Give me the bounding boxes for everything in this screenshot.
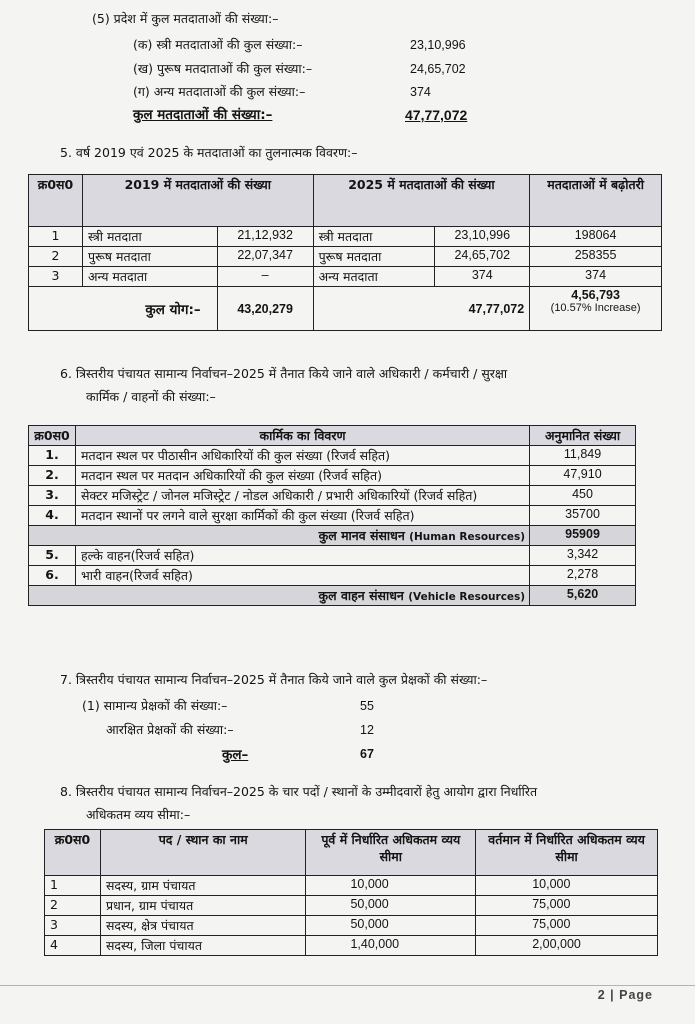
- s6-row6-desc: भारी वाहन(रिजर्व सहित): [75, 566, 529, 586]
- s5-heading: 5. वर्ष 2019 एवं 2025 के मतदाताओं का तुलनात्मक विवरण:–: [60, 145, 358, 160]
- s8-row3-sn: 3: [45, 916, 101, 936]
- s5-row1-type2019: स्त्री मतदाता: [82, 227, 217, 247]
- s8-heading-line1: 8. त्रिस्तरीय पंचायत सामान्य निर्वाचन–2025 के चार पदों / स्थानों के उम्मीदवारों हेतु आयोग द्वारा निर्धारित: [60, 784, 538, 799]
- s8-row4-old: 1,40,000: [306, 936, 476, 956]
- s5-row2-val2019: 22,07,347: [217, 247, 313, 267]
- s4-male-value: 24,65,702: [410, 62, 466, 76]
- s5-total-label: कुल योग:–: [29, 287, 218, 331]
- s4-other-value: 374: [410, 85, 431, 99]
- s8-row3-name: सदस्य, क्षेत्र पंचायत: [100, 916, 305, 936]
- s4-total-value: 47,77,072: [405, 107, 468, 123]
- s6-row3-desc: सेक्टर मजिस्ट्रेट / जोनल मजिस्ट्रेट / नोडल अधिकारी / प्रभारी अधिकारियों (रिजर्व सहित): [75, 486, 529, 506]
- table-row: [45, 896, 658, 916]
- s4-female-value: 23,10,996: [410, 38, 466, 52]
- s5-total-2025: 47,77,072: [313, 287, 530, 331]
- s6-row2-value: 47,910: [530, 466, 636, 486]
- s8-row3-new: 75,000: [476, 916, 658, 936]
- s5-row1-sn: 1: [29, 227, 83, 247]
- s7-reserved-value: 12: [360, 723, 374, 737]
- footer-divider: [0, 985, 695, 986]
- table-row: [29, 486, 636, 506]
- s8-heading-line2: अधिकतम व्यय सीमा:–: [86, 807, 191, 822]
- s4-heading: (5) प्रदेश में कुल मतदाताओं की संख्या:–: [92, 11, 279, 26]
- s5-row1-type2025: स्त्री मतदाता: [313, 227, 435, 247]
- page-number: 2 | Page: [597, 988, 653, 1002]
- s8-header-current-limit: वर्तमान में निर्धारित अधिकतम व्यय सीमा: [476, 830, 658, 876]
- s6-row1-sn: 1.: [29, 446, 76, 466]
- s6-row2-desc: मतदान स्थल पर मतदान अधिकारियों की कुल संख्या (रिजर्व सहित): [75, 466, 529, 486]
- table-row: [29, 566, 636, 586]
- s6-hr-label: कुल मानव संसाधन: [318, 528, 405, 543]
- s6-hr-value: 95909: [530, 526, 636, 546]
- s7-heading: 7. त्रिस्तरीय पंचायत सामान्य निर्वाचन–2025 में तैनात किये जाने वाले कुल प्रेक्षकों की संख्या:–: [60, 672, 488, 687]
- s5-total-increase-cell: [530, 287, 662, 331]
- s4-female-label: (क) स्त्री मतदाताओं की कुल संख्या:–: [133, 37, 303, 52]
- s8-row1-name: सदस्य, ग्राम पंचायत: [100, 876, 305, 896]
- table-row: [45, 936, 658, 956]
- s6-heading-line1: 6. त्रिस्तरीय पंचायत सामान्य निर्वाचन–2025 में तैनात किये जाने वाले अधिकारी / कर्मचारी / सुरक्षा: [60, 366, 508, 381]
- table-row: [29, 506, 636, 526]
- table-row: [45, 916, 658, 936]
- s4-male-label: (ख) पुरूष मतदाताओं की कुल संख्या:–: [133, 61, 313, 76]
- s8-header-post: पद / स्थान का नाम: [100, 830, 305, 876]
- table-row: [29, 526, 636, 546]
- table-row: [29, 227, 662, 247]
- s6-row6-value: 2,278: [530, 566, 636, 586]
- s5-header-increase: मतदाताओं में बढ़ोतरी: [530, 175, 662, 227]
- s8-row2-name: प्रधान, ग्राम पंचायत: [100, 896, 305, 916]
- s8-table: [44, 829, 658, 956]
- s6-row1-value: 11,849: [530, 446, 636, 466]
- s8-header-sn: क्र0स0: [45, 830, 101, 876]
- s6-vr-value: 5,620: [530, 586, 636, 606]
- s5-row3-type2019: अन्य मतदाता: [82, 267, 217, 287]
- s8-row4-name: सदस्य, जिला पंचायत: [100, 936, 305, 956]
- s8-row2-sn: 2: [45, 896, 101, 916]
- table-row: [29, 586, 636, 606]
- s6-row6-sn: 6.: [29, 566, 76, 586]
- s5-row3-val2025: 374: [435, 267, 530, 287]
- s8-row1-new: 10,000: [476, 876, 658, 896]
- s8-row2-old: 50,000: [306, 896, 476, 916]
- table-row: [45, 876, 658, 896]
- s5-header-sn: क्र0स0: [29, 175, 83, 227]
- s6-header-description: कार्मिक का विवरण: [75, 426, 529, 446]
- s7-reserved-label: आरक्षित प्रेक्षकों की संख्या:–: [106, 722, 234, 737]
- s5-total-increase: 4,56,793: [571, 288, 620, 302]
- s6-row5-value: 3,342: [530, 546, 636, 566]
- s6-vr-total-cell: [29, 586, 530, 606]
- s5-table: [28, 174, 662, 331]
- s5-header-2019: 2019 में मतदाताओं की संख्या: [82, 175, 313, 227]
- s5-total-2019: 43,20,279: [217, 287, 313, 331]
- s6-hr-total-cell: [29, 526, 530, 546]
- s8-row1-sn: 1: [45, 876, 101, 896]
- s6-row4-desc: मतदान स्थानों पर लगने वाले सुरक्षा कार्मिकों की कुल संख्या (रिजर्व सहित): [75, 506, 529, 526]
- s7-general-value: 55: [360, 699, 374, 713]
- s8-row4-sn: 4: [45, 936, 101, 956]
- s5-row2-sn: 2: [29, 247, 83, 267]
- s4-other-label: (ग) अन्य मतदाताओं की कुल संख्या:–: [133, 84, 306, 99]
- s6-row2-sn: 2.: [29, 466, 76, 486]
- s7-general-label: (1) सामान्य प्रेक्षकों की संख्या:–: [82, 698, 228, 713]
- s5-row3-sn: 3: [29, 267, 83, 287]
- s5-row3-type2025: अन्य मतदाता: [313, 267, 435, 287]
- s6-hr-label-en: (Human Resources): [409, 531, 526, 543]
- table-row: [29, 267, 662, 287]
- s5-row3-val2019: –: [217, 267, 313, 287]
- s6-row4-sn: 4.: [29, 506, 76, 526]
- s5-row2-type2025: पुरूष मतदाता: [313, 247, 435, 267]
- s5-row2-increase: 258355: [530, 247, 662, 267]
- s6-header-count: अनुमानित संख्या: [530, 426, 636, 446]
- s6-row3-sn: 3.: [29, 486, 76, 506]
- s8-row2-new: 75,000: [476, 896, 658, 916]
- table-row: [29, 466, 636, 486]
- s6-row5-desc: हल्के वाहन(रिजर्व सहित): [75, 546, 529, 566]
- s5-row1-val2025: 23,10,996: [435, 227, 530, 247]
- s6-table: [28, 425, 636, 606]
- table-row: [29, 287, 662, 331]
- table-row: [29, 546, 636, 566]
- s5-total-percent: (10.57% Increase): [550, 302, 641, 314]
- s8-row1-old: 10,000: [306, 876, 476, 896]
- s5-header-2025: 2025 में मतदाताओं की संख्या: [313, 175, 530, 227]
- s8-row3-old: 50,000: [306, 916, 476, 936]
- s5-row2-type2019: पुरूष मतदाता: [82, 247, 217, 267]
- s6-row3-value: 450: [530, 486, 636, 506]
- s5-row3-increase: 374: [530, 267, 662, 287]
- s5-row1-increase: 198064: [530, 227, 662, 247]
- s6-vr-label-en: (Vehicle Resources): [408, 591, 526, 603]
- s6-vr-label: कुल वाहन संसाधन: [318, 588, 404, 603]
- s8-row4-new: 2,00,000: [476, 936, 658, 956]
- s4-total-label: कुल मतदाताओं की संख्या:–: [133, 107, 273, 123]
- s8-header-previous-limit: पूर्व में निर्धारित अधिकतम व्यय सीमा: [306, 830, 476, 876]
- s6-row5-sn: 5.: [29, 546, 76, 566]
- s6-header-sn: क्र0स0: [29, 426, 76, 446]
- s5-row2-val2025: 24,65,702: [435, 247, 530, 267]
- s5-row1-val2019: 21,12,932: [217, 227, 313, 247]
- table-row: [29, 247, 662, 267]
- s7-total-value: 67: [360, 747, 374, 761]
- s6-row4-value: 35700: [530, 506, 636, 526]
- s6-heading-line2: कार्मिक / वाहनों की संख्या:–: [86, 389, 216, 404]
- s7-total-label: कुल–: [222, 747, 249, 763]
- s6-row1-desc: मतदान स्थल पर पीठासीन अधिकारियों की कुल संख्या (रिजर्व सहित): [75, 446, 529, 466]
- table-row: [29, 446, 636, 466]
